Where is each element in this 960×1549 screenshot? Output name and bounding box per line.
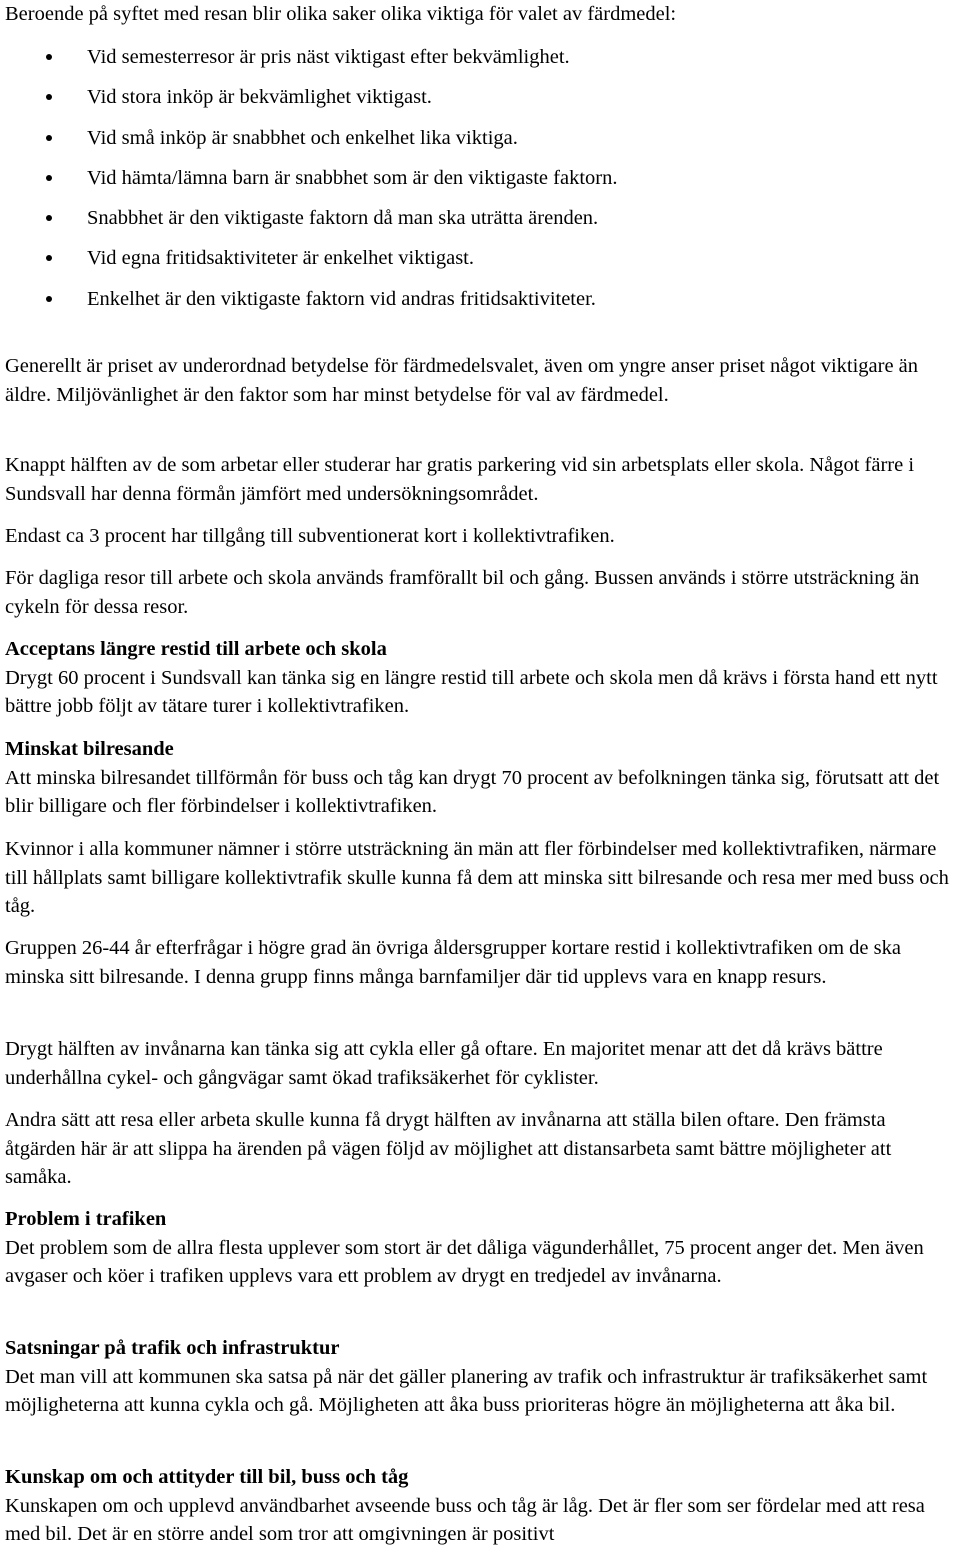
paragraph-cycling: Drygt hälften av invånarna kan tänka sig att cykla eller gå oftare. En majoritet menar att det då krävs bättre underhållna cykel- och gångvägar samt ökad trafiksäkerhet för cyklister. <box>5 1038 883 1089</box>
section-bilresande <box>5 735 955 821</box>
intro-text: Beroende på syftet med resan blir olika saker olika viktiga för valet av färdmedel: <box>5 3 677 25</box>
bullet-icon <box>46 215 52 221</box>
bullet-icon <box>46 94 52 100</box>
list-item: Vid hämta/lämna barn är snabbhet som är den viktigaste faktorn. <box>0 164 950 204</box>
list-item: Vid stora inköp är bekvämlighet viktigast. <box>0 83 950 123</box>
paragraph-other-ways: Andra sätt att resa eller arbeta skulle kunna få drygt hälften av invånarna att ställa bilen oftare. Den främsta åtgärden här är att slippa ha ärenden på vägen följd av möjlighet att distansarbeta samt bättre möjligheter att samåka. <box>5 1109 892 1189</box>
paragraph-age-group: Gruppen 26-44 år efterfrågar i högre grad än övriga åldersgrupper kortare restid i kollektivtrafiken om de ska minska sitt bilresande. I denna grupp finns många barnfamiljer där tid upplevs vara en knapp resurs. <box>5 937 901 988</box>
section-text: Det man vill att kommunen ska satsa på när det gäller planering av trafik och infrastruktur är trafiksäkerhet samt möjligheterna att kunna cykla och gå. Möjligheten att åka buss prioriteras högre än möjligheterna att åka bil. <box>5 1365 928 1417</box>
list-item: Snabbhet är den viktigaste faktorn då man ska uträtta ärenden. <box>0 204 950 244</box>
bullet-icon <box>46 175 52 181</box>
bullet-icon <box>46 135 52 141</box>
factor-list <box>0 43 950 325</box>
paragraph-subsidy: Endast ca 3 procent har tillgång till subventionerat kort i kollektivtrafiken. <box>5 525 615 547</box>
bullet-icon <box>46 296 52 302</box>
list-item: Enkelhet är den viktigaste faktorn vid andras fritidsaktiviteter. <box>0 285 950 325</box>
section-text: Att minska bilresandet tillförmån för buss och tåg kan drygt 70 procent av befolkningen tänka sig, förutsatt att det blir billigare och fler förbindelser i kollektivtrafiken. <box>5 766 940 818</box>
section-satsningar <box>5 1334 955 1420</box>
bullet-icon <box>46 255 52 261</box>
list-item: Vid semesterresor är pris näst viktigast efter bekvämlighet. <box>0 43 950 83</box>
section-heading: Minskat bilresande <box>5 738 174 760</box>
section-text: Kunskapen om och upplevd användbarhet avseende buss och tåg är låg. Det är fler som ser fördelar med att resa med bil. Det är en större andel som tror att omgivningen är positivt <box>5 1494 925 1546</box>
paragraph-price: Generellt är priset av underordnad betydelse för färdmedelsvalet, även om yngre anser priset något viktigare än äldre. Miljövänlighet är den faktor som har minst betydelse för val av färdmedel. <box>5 355 919 406</box>
section-heading: Acceptans längre restid till arbete och skola <box>5 638 387 660</box>
paragraph-women: Kvinnor i alla kommuner nämner i större utsträckning än män att fler förbindelser med kollektivtrafiken, närmare till hållplats samt billigare kollektivtrafik skulle kunna få dem att minska sitt bilresande och resa mer med buss och tåg. <box>5 838 949 918</box>
paragraph-parking: Knappt hälften av de som arbetar eller studerar har gratis parkering vid sin arbetsplats eller skola. Något färre i Sundsvall har denna förmån jämfört med undersökningsområdet. <box>5 454 915 505</box>
bullet-icon <box>46 54 52 60</box>
section-problem <box>5 1205 955 1291</box>
list-item: Vid egna fritidsaktiviteter är enkelhet viktigast. <box>0 244 950 284</box>
section-text: Det problem som de allra flesta upplever som stort är det dåliga vägunderhållet, 75 procent anger det. Men även avgaser och köer i trafiken upplevs vara ett problem av drygt en tredjedel av invånarna. <box>5 1236 924 1288</box>
section-heading: Kunskap om och attityder till bil, buss och tåg <box>5 1466 409 1488</box>
section-kunskap <box>5 1463 955 1549</box>
section-text: Drygt 60 procent i Sundsvall kan tänka sig en längre restid till arbete och skola men då krävs i första hand ett nytt bättre jobb följt av tätare turer i kollektivtrafiken. <box>5 666 938 718</box>
section-heading: Problem i trafiken <box>5 1208 167 1230</box>
list-item: Vid små inköp är snabbhet och enkelhet lika viktiga. <box>0 124 950 164</box>
section-heading: Satsningar på trafik och infrastruktur <box>5 1337 340 1359</box>
section-acceptans <box>5 635 955 721</box>
paragraph-daily-travel: För dagliga resor till arbete och skola används framförallt bil och gång. Bussen används i större utsträckning än cykeln för dessa resor. <box>5 567 920 618</box>
